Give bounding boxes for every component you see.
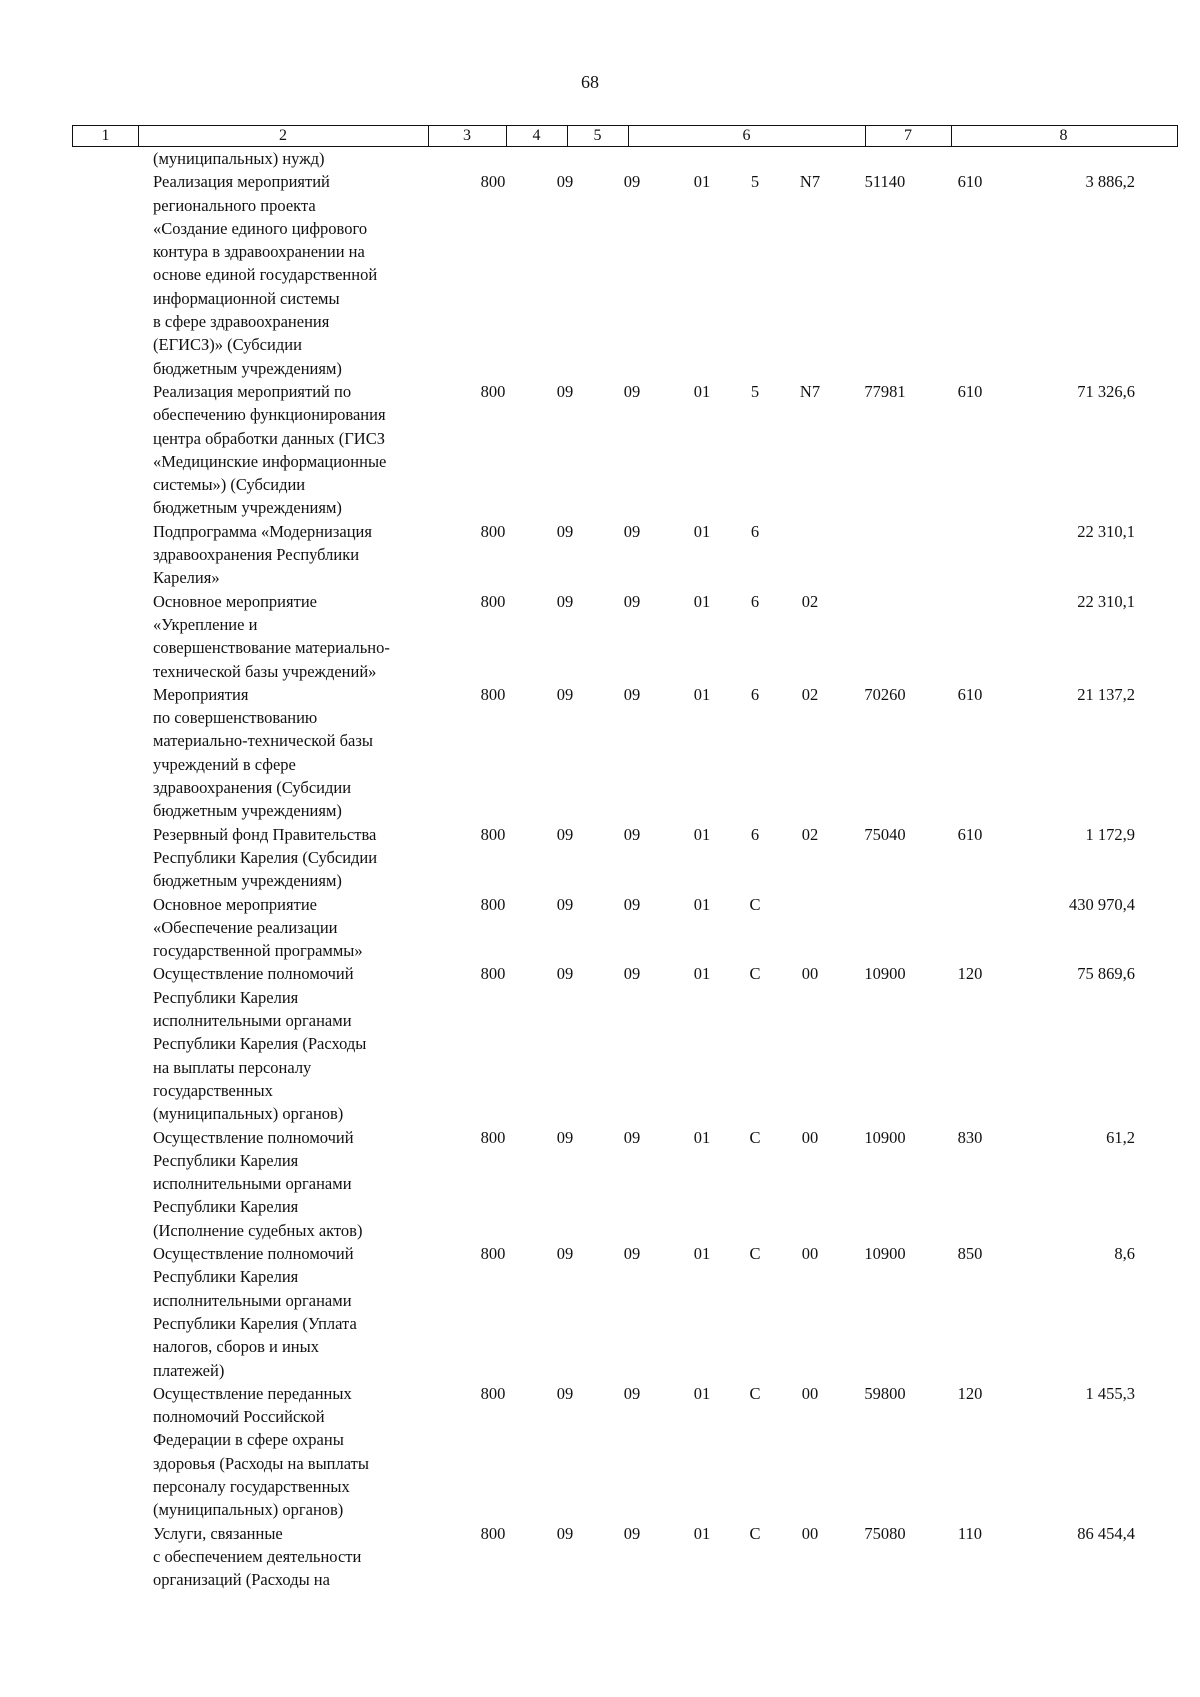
cell-col-7: 110 bbox=[957, 1523, 983, 1543]
row-name-line: «Медицинские информационные bbox=[153, 451, 387, 471]
row-name-line: бюджетным учреждениям) bbox=[153, 871, 342, 891]
table-row bbox=[0, 1242, 1200, 1382]
row-name-line: Подпрограмма «Модернизация bbox=[153, 521, 372, 541]
cell-col-4: 09 bbox=[556, 964, 574, 984]
table-row bbox=[0, 1522, 1200, 1592]
cell-col-8-amount: 61,2 bbox=[1106, 1127, 1135, 1147]
cell-col-4: 09 bbox=[556, 381, 574, 401]
row-name-line: Республики Карелия (Субсидии bbox=[153, 847, 378, 867]
row-name bbox=[153, 170, 453, 380]
cell-col-4: 09 bbox=[556, 894, 574, 914]
cell-col-5: 09 bbox=[623, 381, 641, 401]
cell-col-6-direction: 10900 bbox=[864, 1244, 906, 1264]
row-name-line: (Исполнение судебных актов) bbox=[153, 1220, 363, 1240]
cell-col-6-subprogram: 6 bbox=[750, 521, 760, 541]
cell-col-6-program: 01 bbox=[693, 964, 711, 984]
cell-col-8-amount: 71 326,6 bbox=[1077, 381, 1135, 401]
row-name-line: Осуществление полномочий bbox=[153, 964, 354, 984]
cell-col-3: 800 bbox=[480, 684, 506, 704]
row-name bbox=[153, 380, 453, 520]
cell-col-6-subprogram: 6 bbox=[750, 824, 760, 844]
row-name-line: персоналу государственных bbox=[153, 1477, 350, 1497]
cell-col-8-amount: 1 455,3 bbox=[1085, 1383, 1135, 1403]
row-name bbox=[153, 962, 453, 1125]
row-name-line: Республики Карелия bbox=[153, 1197, 299, 1217]
cell-col-6-subprogram: 6 bbox=[750, 684, 760, 704]
row-name-line: технической базы учреждений» bbox=[153, 661, 377, 681]
cell-col-6-program: 01 bbox=[693, 172, 711, 192]
row-name-line: Реализация мероприятий bbox=[153, 172, 330, 192]
row-name-line: в сфере здравоохранения bbox=[153, 312, 330, 332]
row-name-line: Республики Карелия bbox=[153, 987, 299, 1007]
cell-col-6-subprogram: С bbox=[749, 1244, 761, 1264]
cell-col-5: 09 bbox=[623, 1523, 641, 1543]
cell-col-6-program: 01 bbox=[693, 1127, 711, 1147]
table-row bbox=[0, 683, 1200, 823]
row-name-line: «Обеспечение реализации bbox=[153, 917, 338, 937]
cell-col-6-subprogram: С bbox=[749, 1383, 761, 1403]
row-name bbox=[153, 1126, 453, 1242]
cell-col-7: 850 bbox=[957, 1244, 983, 1264]
table-row bbox=[0, 893, 1200, 963]
row-name-line: информационной системы bbox=[153, 288, 340, 308]
row-name-line: исполнительными органами bbox=[153, 1011, 352, 1031]
cell-col-6-program: 01 bbox=[693, 591, 711, 611]
row-name-line: Резервный фонд Правительства bbox=[153, 824, 377, 844]
row-name bbox=[153, 520, 453, 590]
cell-col-7: 610 bbox=[957, 684, 983, 704]
cell-col-7: 120 bbox=[957, 1383, 983, 1403]
cell-col-6-program: 01 bbox=[693, 684, 711, 704]
row-name-line: основе единой государственной bbox=[153, 265, 378, 285]
cell-col-3: 800 bbox=[480, 172, 506, 192]
row-name-line: Республики Карелия bbox=[153, 1267, 299, 1287]
row-name-line: (муниципальных) органов) bbox=[153, 1104, 344, 1124]
row-name-line: Основное мероприятие bbox=[153, 894, 317, 914]
cell-col-6-activity: 00 bbox=[801, 1383, 819, 1403]
cell-col-4: 09 bbox=[556, 521, 574, 541]
row-name-line: исполнительными органами bbox=[153, 1290, 352, 1310]
row-name-line: налогов, сборов и иных bbox=[153, 1337, 319, 1357]
cell-col-5: 09 bbox=[623, 1383, 641, 1403]
cell-col-8-amount: 8,6 bbox=[1114, 1244, 1135, 1264]
cell-col-6-subprogram: С bbox=[749, 894, 761, 914]
cell-col-6-activity: 02 bbox=[801, 684, 819, 704]
table-row bbox=[0, 1382, 1200, 1522]
cell-col-6-program: 01 bbox=[693, 521, 711, 541]
row-name-line: на выплаты персоналу bbox=[153, 1057, 312, 1077]
cell-col-4: 09 bbox=[556, 591, 574, 611]
row-name bbox=[153, 1522, 453, 1592]
cell-col-6-program: 01 bbox=[693, 1523, 711, 1543]
cell-col-6-direction: 10900 bbox=[864, 1127, 906, 1147]
cell-col-4: 09 bbox=[556, 684, 574, 704]
cell-col-3: 800 bbox=[480, 381, 506, 401]
cell-col-6-subprogram: 5 bbox=[750, 381, 760, 401]
cell-col-5: 09 bbox=[623, 591, 641, 611]
row-name bbox=[153, 683, 453, 823]
cell-col-6-activity: 00 bbox=[801, 1127, 819, 1147]
cell-col-6-direction: 59800 bbox=[864, 1383, 906, 1403]
row-name-line: Республики Карелия bbox=[153, 1150, 299, 1170]
cell-col-6-activity: 00 bbox=[801, 1244, 819, 1264]
cell-col-4: 09 bbox=[556, 1383, 574, 1403]
row-name-line: Осуществление полномочий bbox=[153, 1244, 354, 1264]
cell-col-8-amount: 22 310,1 bbox=[1077, 591, 1135, 611]
row-name: (муниципальных) нужд) bbox=[153, 149, 325, 168]
row-name-line: исполнительными органами bbox=[153, 1174, 352, 1194]
cell-col-8-amount: 430 970,4 bbox=[1069, 894, 1135, 914]
cell-col-8-amount: 3 886,2 bbox=[1085, 172, 1135, 192]
cell-col-5: 09 bbox=[623, 521, 641, 541]
row-name-line: Карелия» bbox=[153, 568, 220, 588]
cell-col-3: 800 bbox=[480, 1523, 506, 1543]
row-name-line: Мероприятия bbox=[153, 684, 249, 704]
table-header bbox=[72, 125, 1178, 147]
row-name-line: Федерации в сфере охраны bbox=[153, 1430, 344, 1450]
row-name-line: государственных bbox=[153, 1080, 273, 1100]
cell-col-4: 09 bbox=[556, 824, 574, 844]
row-name-line: Услуги, связанные bbox=[153, 1523, 283, 1543]
header-col-4: 4 bbox=[532, 127, 541, 144]
cell-col-3: 800 bbox=[480, 894, 506, 914]
cell-col-6-activity: 00 bbox=[801, 1523, 819, 1543]
cell-col-8-amount: 22 310,1 bbox=[1077, 521, 1135, 541]
row-name-line: регионального проекта bbox=[153, 195, 316, 215]
cell-col-6-program: 01 bbox=[693, 824, 711, 844]
row-name-line: учреждений в сфере bbox=[153, 754, 296, 774]
row-name-line: «Создание единого цифрового bbox=[153, 218, 368, 238]
row-name-line: совершенствование материально- bbox=[153, 638, 390, 658]
row-name-line: Основное мероприятие bbox=[153, 591, 317, 611]
cell-col-3: 800 bbox=[480, 1244, 506, 1264]
cell-col-4: 09 bbox=[556, 172, 574, 192]
cell-col-3: 800 bbox=[480, 1383, 506, 1403]
row-name-line: организаций (Расходы на bbox=[153, 1570, 330, 1590]
page-number: 68 bbox=[581, 72, 599, 92]
cell-col-6-subprogram: С bbox=[749, 1523, 761, 1543]
cell-col-4: 09 bbox=[556, 1127, 574, 1147]
cell-col-6-subprogram: 6 bbox=[750, 591, 760, 611]
row-name-line: (ЕГИСЗ)» (Субсидии bbox=[153, 335, 302, 355]
cell-col-6-activity: 00 bbox=[801, 964, 819, 984]
header-col-1: 1 bbox=[101, 127, 110, 144]
cell-col-5: 09 bbox=[623, 172, 641, 192]
cell-col-6-activity: 02 bbox=[801, 824, 819, 844]
cell-col-6-direction: 75040 bbox=[864, 824, 906, 844]
row-name bbox=[153, 893, 453, 963]
cell-col-8-amount: 1 172,9 bbox=[1085, 824, 1135, 844]
cell-col-7: 120 bbox=[957, 964, 983, 984]
cell-col-3: 800 bbox=[480, 1127, 506, 1147]
cell-col-6-program: 01 bbox=[693, 381, 711, 401]
cell-col-6-program: 01 bbox=[693, 1244, 711, 1264]
cell-col-4: 09 bbox=[556, 1523, 574, 1543]
row-name-line: платежей) bbox=[153, 1360, 225, 1380]
cell-col-6-direction: 51140 bbox=[864, 172, 906, 192]
row-name-line: центра обработки данных (ГИСЗ bbox=[153, 428, 385, 448]
cell-col-6-activity: 02 bbox=[801, 591, 819, 611]
cell-col-7: 830 bbox=[957, 1127, 983, 1147]
table-body bbox=[0, 147, 1200, 1592]
row-name-line: системы») (Субсидии bbox=[153, 475, 306, 495]
row-name-line: Реализация мероприятий по bbox=[153, 381, 352, 401]
row-name-line: Республики Карелия (Расходы bbox=[153, 1034, 367, 1054]
cell-col-8-amount: 86 454,4 bbox=[1077, 1523, 1135, 1543]
row-name-line: обеспечению функционирования bbox=[153, 405, 386, 425]
cell-col-5: 09 bbox=[623, 964, 641, 984]
row-name bbox=[153, 1382, 453, 1522]
cell-col-5: 09 bbox=[623, 1127, 641, 1147]
table-row bbox=[0, 170, 1200, 380]
cell-col-6-direction: 77981 bbox=[864, 381, 906, 401]
row-name-line: бюджетным учреждениям) bbox=[153, 358, 342, 378]
cell-col-6-direction: 70260 bbox=[864, 684, 906, 704]
cell-col-5: 09 bbox=[623, 894, 641, 914]
row-name-line: Осуществление переданных bbox=[153, 1383, 352, 1403]
row-name-line: с обеспечением деятельности bbox=[153, 1546, 362, 1566]
row-name-line: полномочий Российской bbox=[153, 1407, 325, 1427]
cell-col-8-amount: 21 137,2 bbox=[1077, 684, 1135, 704]
header-col-7: 7 bbox=[904, 127, 912, 144]
table-row bbox=[0, 590, 1200, 683]
row-name-line: «Укрепление и bbox=[153, 614, 258, 634]
row-name-line: здравоохранения (Субсидии bbox=[153, 778, 352, 798]
table-row bbox=[0, 823, 1200, 893]
table-row-continuation bbox=[0, 147, 1200, 170]
row-name-line: бюджетным учреждениям) bbox=[153, 498, 342, 518]
table-row bbox=[0, 380, 1200, 520]
row-name-line: материально-технической базы bbox=[153, 731, 373, 751]
row-name-line: контура в здравоохранении на bbox=[153, 242, 365, 262]
cell-col-6-direction: 10900 bbox=[864, 964, 906, 984]
row-name-line: здоровья (Расходы на выплаты bbox=[153, 1453, 369, 1473]
cell-col-6-subprogram: С bbox=[749, 1127, 761, 1147]
row-name-line: (муниципальных) органов) bbox=[153, 1500, 344, 1520]
cell-col-7: 610 bbox=[957, 824, 983, 844]
row-name bbox=[153, 590, 453, 683]
header-col-6: 6 bbox=[742, 127, 751, 144]
header-col-3: 3 bbox=[463, 127, 471, 144]
cell-col-5: 09 bbox=[623, 1244, 641, 1264]
row-name-line: государственной программы» bbox=[153, 941, 363, 961]
table-row bbox=[0, 962, 1200, 1125]
table-row bbox=[0, 520, 1200, 590]
cell-col-6-activity: N7 bbox=[799, 381, 821, 401]
row-name bbox=[153, 1242, 453, 1382]
cell-col-3: 800 bbox=[480, 521, 506, 541]
cell-col-7: 610 bbox=[957, 172, 983, 192]
header-col-8: 8 bbox=[1059, 127, 1068, 144]
row-name-line: Осуществление полномочий bbox=[153, 1127, 354, 1147]
row-name-line: по совершенствованию bbox=[153, 708, 318, 728]
header-col-2: 2 bbox=[279, 127, 287, 144]
cell-col-5: 09 bbox=[623, 684, 641, 704]
cell-col-8-amount: 75 869,6 bbox=[1077, 964, 1135, 984]
cell-col-3: 800 bbox=[480, 824, 506, 844]
row-name-line: Республики Карелия (Уплата bbox=[153, 1313, 357, 1333]
cell-col-6-activity: N7 bbox=[799, 172, 821, 192]
row-name-line: бюджетным учреждениям) bbox=[153, 801, 342, 821]
cell-col-5: 09 bbox=[623, 824, 641, 844]
cell-col-6-direction: 75080 bbox=[864, 1523, 906, 1543]
cell-col-4: 09 bbox=[556, 1244, 574, 1264]
cell-col-6-program: 01 bbox=[693, 1383, 711, 1403]
row-name-line: здравоохранения Республики bbox=[153, 545, 360, 565]
cell-col-6-program: 01 bbox=[693, 894, 711, 914]
cell-col-3: 800 bbox=[480, 591, 506, 611]
table-row bbox=[0, 1126, 1200, 1243]
cell-col-6-subprogram: 5 bbox=[750, 172, 760, 192]
cell-col-7: 610 bbox=[957, 381, 983, 401]
cell-col-3: 800 bbox=[480, 964, 506, 984]
cell-col-6-subprogram: С bbox=[749, 964, 761, 984]
header-col-5: 5 bbox=[593, 127, 602, 144]
row-name bbox=[153, 823, 453, 893]
